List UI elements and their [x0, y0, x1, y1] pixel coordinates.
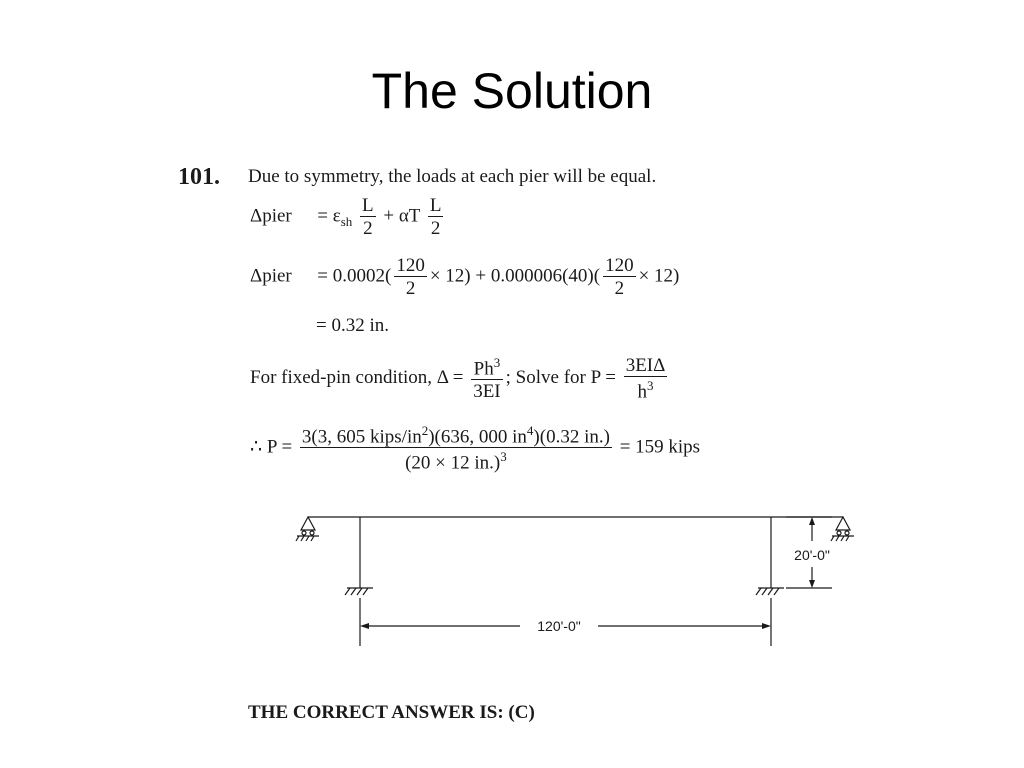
eq5-result: = 159 kips	[619, 436, 701, 458]
eq1-frac-den: 2	[363, 218, 373, 239]
eq5-num-sup2: 4	[526, 423, 534, 438]
span-arrow-right	[762, 623, 771, 629]
eq4-frac2-den-sup: 3	[647, 378, 654, 393]
eq2-frac-den: 2	[405, 278, 416, 299]
slide-title: The Solution	[371, 63, 653, 119]
span-arrow-left	[360, 623, 369, 629]
eq2-part1: = 0.0002(	[317, 265, 392, 287]
right-fixed-base	[756, 588, 784, 595]
height-arrow-bottom	[809, 580, 815, 588]
eq2-part3: × 12)	[638, 265, 680, 287]
eq4-frac-num: Ph	[473, 358, 494, 380]
correct-answer: THE CORRECT ANSWER IS: (C)	[248, 702, 535, 723]
eq4-text2: ; Solve for P =	[505, 367, 616, 389]
eq1-frac2-den: 2	[430, 218, 441, 239]
eq5-den-a: (20 × 12 in.)	[405, 452, 501, 474]
height-arrow-top	[809, 517, 815, 525]
eq4-frac2-den: h	[637, 381, 648, 403]
equation-result-displacement: = 0.32 in.	[316, 315, 389, 336]
left-roller-support	[296, 517, 319, 541]
eq2-frac2-den: 2	[614, 278, 625, 299]
eq5-den-sup: 3	[500, 449, 507, 465]
eq5-lhs: ∴ P =	[250, 436, 293, 458]
left-fixed-base	[345, 588, 373, 595]
eq4-frac-den: 3EI	[473, 381, 501, 403]
eq4-frac2-num: 3EIΔ	[625, 355, 666, 376]
eq4-frac-num-sup: 3	[493, 355, 501, 370]
eq1-lhs: Δpier	[250, 205, 292, 227]
eq4-text1: For fixed-pin condition, Δ =	[250, 367, 464, 389]
eq5-num-b: )(636, 000 in	[428, 426, 527, 448]
eq5-num-c: )(0.32 in.)	[533, 426, 610, 448]
eq1-sub: sh	[340, 214, 353, 230]
span-label: 120'-0"	[537, 618, 581, 634]
eq5-num-sup1: 2	[421, 423, 429, 438]
eq5-num-a: 3(3, 605 kips/in	[301, 426, 422, 448]
eq1-frac2-num: L	[429, 195, 442, 216]
eq1-plus: + αT	[383, 205, 421, 227]
eq1-frac-num: L	[362, 195, 374, 216]
eq1-eq: = ε	[317, 205, 341, 227]
problem-intro: Due to symmetry, the loads at each pier will be equal.	[248, 166, 657, 187]
eq2-part2: × 12) + 0.000006(40)(	[429, 265, 601, 287]
eq2-frac2-num: 120	[605, 255, 634, 276]
right-roller-support	[831, 517, 854, 541]
height-label: 20'-0"	[794, 547, 830, 563]
eq2-lhs: Δpier	[250, 265, 292, 287]
problem-number: 101.	[178, 164, 220, 190]
eq2-frac-num: 120	[396, 255, 425, 276]
